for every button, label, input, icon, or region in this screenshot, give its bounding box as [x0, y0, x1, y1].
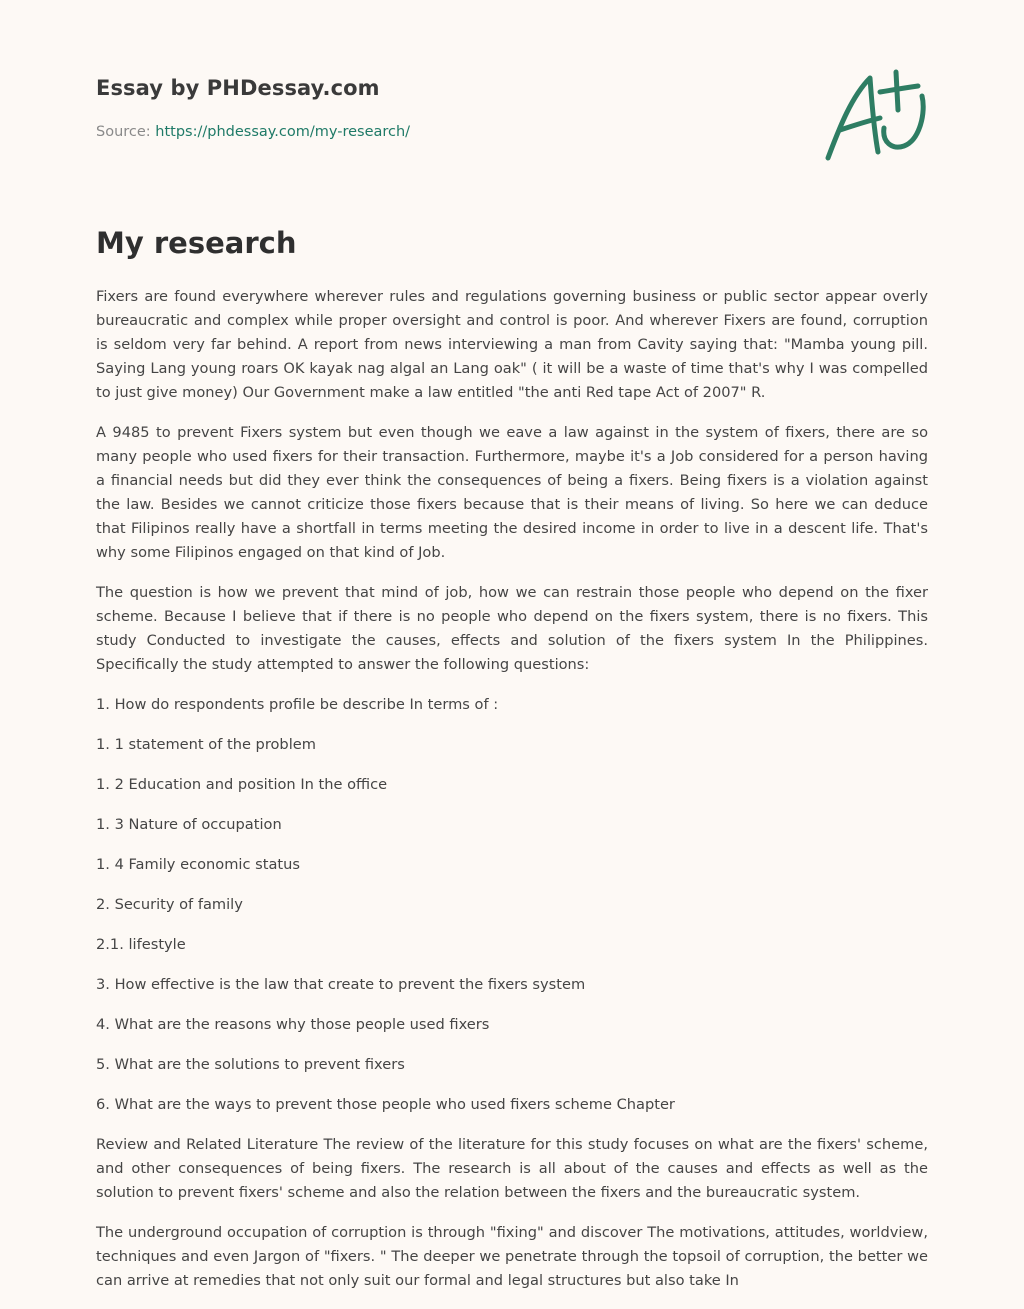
paragraph: Review and Related Literature The review of the literature for this study focuses on what are the fixers' scheme, and other consequences of being fixers. The research is all about of the causes and effects as well as the solution to prevent fixers' scheme and also the relation between the fixers and the bureaucratic system.	[96, 1136, 928, 1201]
list-item: 2. Security of family	[96, 896, 243, 913]
site-title: Essay by PHDessay.com	[96, 76, 380, 100]
list-item: 3. How effective is the law that create to prevent the fixers system	[96, 976, 586, 993]
list-item: 1. How do respondents profile be describe In terms of :	[96, 696, 499, 713]
a-plus-logo-icon	[818, 66, 930, 166]
paragraph: The underground occupation of corruption is through "fixing" and discover The motivations, attitudes, worldview, techniques and even Jargon of "fixers. " The deeper we penetrate through the topsoil of corruption, the better we can arrive at remedies that not only suit our formal and legal structures but also take In	[96, 1224, 928, 1289]
list-item: 1. 2 Education and position In the office	[96, 776, 388, 793]
source-label: Source:	[96, 124, 151, 140]
source-link[interactable]: https://phdessay.com/my-research/	[155, 124, 411, 140]
list-item: 5. What are the solutions to prevent fixers	[96, 1056, 405, 1073]
paragraph: Fixers are found everywhere wherever rules and regulations governing business or public sector appear overly bureaucratic and complex while proper oversight and control is poor. And wherever Fixers are found, corruption is seldom very far behind. A report from news interviewing a man from Cavity saying that: "Mamba young pill. Saying Lang young roars OK kayak nag algal an Lang oak" ( it will be a waste of time that's why I was compelled to just give money) Our Government make a law entitled "the anti Red tape Act of 2007" R.	[96, 288, 928, 401]
page-title: My research	[96, 226, 297, 260]
source-line	[96, 124, 410, 140]
essay-body	[96, 285, 928, 1309]
list-item: 6. What are the ways to prevent those people who used fixers scheme Chapter	[96, 1096, 675, 1113]
list-item: 4. What are the reasons why those people used fixers	[96, 1016, 490, 1033]
paragraph: A 9485 to prevent Fixers system but even though we eave a law against in the system of fixers, there are so many people who used fixers for their transaction. Furthermore, maybe it's a Job considered for a person having a financial needs but did they ever think the consequences of being a fixers. Being fixers is a violation against the law. Besides we cannot criticize those fixers because that is their means of living. So here we can deduce that Filipinos really have a shortfall in terms meeting the desired income in order to live in a descent life. That's why some Filipinos engaged on that kind of Job.	[96, 424, 928, 561]
list-item: 1. 4 Family economic status	[96, 856, 300, 873]
list-item: 1. 3 Nature of occupation	[96, 816, 282, 833]
list-item: 1. 1 statement of the problem	[96, 736, 316, 753]
list-item: 2.1. lifestyle	[96, 936, 186, 953]
paragraph: The question is how we prevent that mind of job, how we can restrain those people who depend on the fixer scheme. Because I believe that if there is no people who depend on the fixers system, there is no fixers. This study Conducted to investigate the causes, effects and solution of the fixers system In the Philippines. Specifically the study attempted to answer the following questions:	[96, 584, 928, 673]
